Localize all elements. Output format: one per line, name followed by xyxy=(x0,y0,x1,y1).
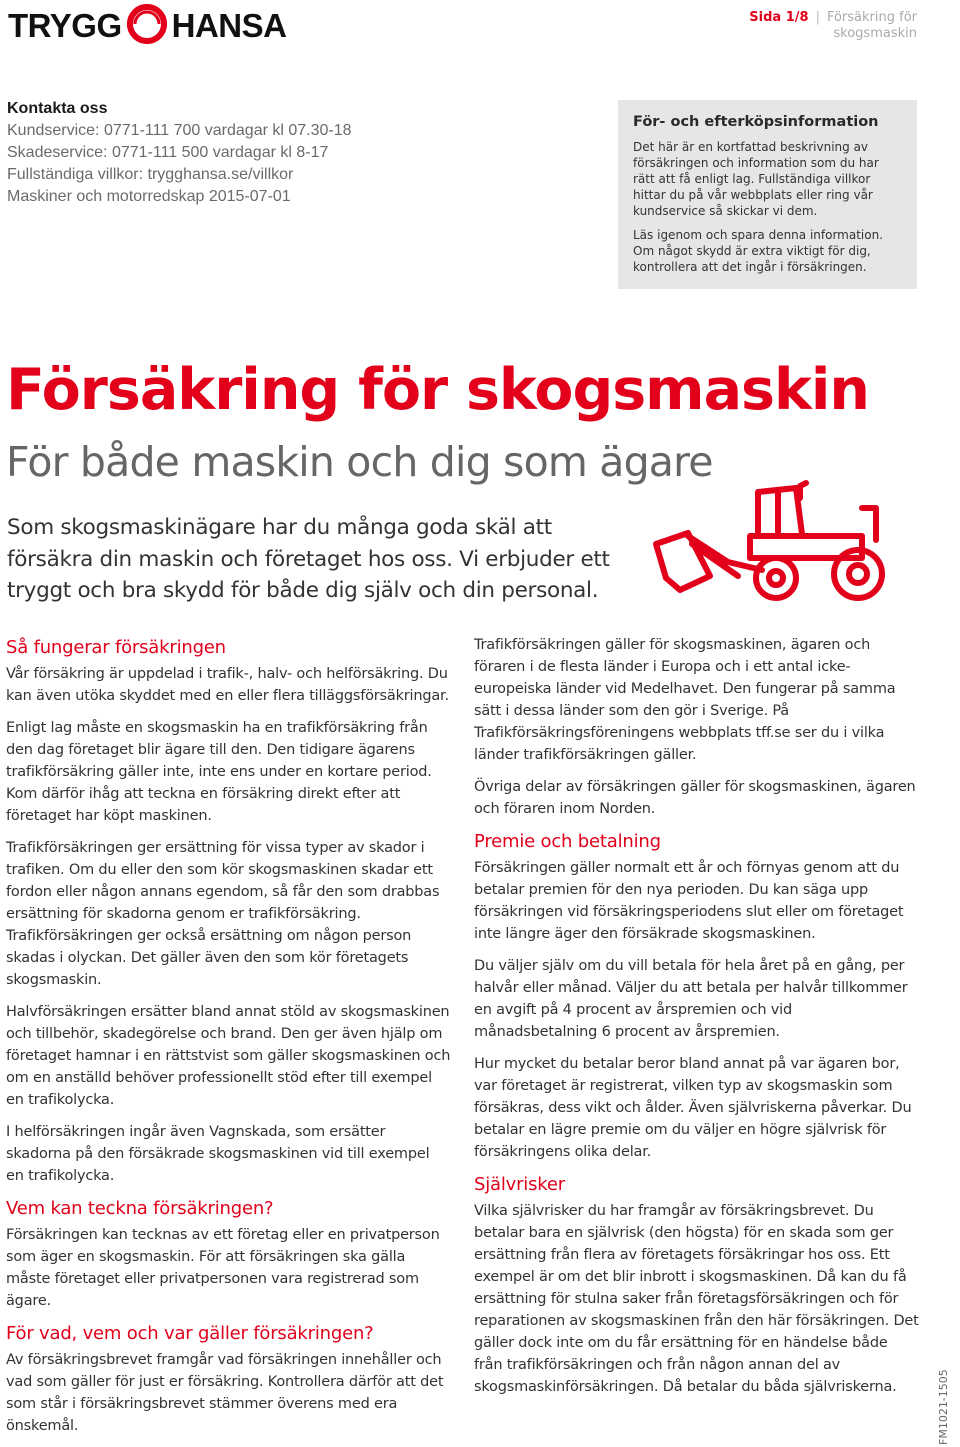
intro-text: Som skogsmaskinägare har du många goda skäl att försäkra din maskin och företaget hos oss. Vi erbjuder ett tryggt och bra skydd för både dig själv och din personal. xyxy=(7,515,610,603)
paragraph: Du väljer själv om du vill betala för hela året på en gång, per halvår eller månad. Väljer du att betala per halvår tillkommer en avgift på 4 procent av årspremien och vid månadsbetalning 6 procent av årspremien. xyxy=(474,958,908,1040)
logo xyxy=(8,4,286,48)
contact-line-customer-service: Kundservice: 0771-111 700 vardagar kl 07.30-18 xyxy=(7,122,352,139)
section-heading-deductibles: Självrisker xyxy=(474,1174,565,1195)
separator: | xyxy=(815,10,820,25)
paragraph: Vilka självrisker du har framgår av försäkringsbrevet. Du betalar bara en självrisk (den högsta) för en skada som ger ersättning från flera av företagets försäkringar hos oss. Ett exempel är om det blir inbrott i skogsmaskinen. Då kan du få ersättning för stulna saker från företagsförsäkringen och för reparationen av skogsmaskinen från den här försäkringen. Det gäller dock inte om du får ersättning för en händelse både från trafikförsäkringen och från någon annan del av skogsmaskinförsäkringen. Då betalar du båda självriskerna. xyxy=(474,1203,919,1395)
contact-heading: Kontakta oss xyxy=(7,100,108,117)
paragraph: Vår försäkring är uppdelad i trafik-, halv- och helförsäkring. Du kan även utöka skyddet med en eller flera tilläggsförsäkringar. xyxy=(6,666,449,704)
paragraph: Trafikförsäkringen ger ersättning för vissa typer av skador i trafiken. Om du eller den som kör skogsmaskinen skadar ett fordon eller någon annans egendom, så får den som drabbas ersättning för skadorna genom er trafikförsäkring. Trafikförsäkringen ger också ersättning om någon person skadas i olyckan. Det gäller även den som kör företagets skogsmaskin. xyxy=(6,840,440,988)
contact-line-terms-link[interactable]: Fullständiga villkor: trygghansa.se/villkor xyxy=(7,166,294,183)
section-heading-premium: Premie och betalning xyxy=(474,831,661,852)
page-title: Försäkring för skogsmaskin xyxy=(6,357,869,423)
contact-block xyxy=(7,98,407,208)
page-number: Sida 1/8 xyxy=(749,10,809,25)
paragraph: Försäkringen gäller normalt ett år och förnyas genom att du betalar premien för den nya perioden. Du kan säga upp försäkringen vid försäkringsperiodens slut eller om företaget inte längre äger den försäkrade skogsmaskinen. xyxy=(474,860,904,942)
contact-line-claims-service: Skadeservice: 0771-111 500 vardagar kl 8-17 xyxy=(7,144,329,161)
logo-text-right: HANSA xyxy=(171,7,287,44)
paragraph: Enligt lag måste en skogsmaskin ha en trafikförsäkring från den dag företaget blir ägare till den. Den tidigare ägarens trafikförsäkring gäller inte, inte ens under en kortare period. Kom därför ihåg att teckna en försäkring direkt efter att företaget har köpt maskinen. xyxy=(6,720,432,824)
form-number: FM1021-1505 xyxy=(937,1369,950,1445)
info-box-text-2: Läs igenom och spara denna information. Om något skydd är extra viktigt för dig, kontrollera att det ingår i försäkringen. xyxy=(633,228,884,274)
contact-line-version: Maskiner och motorredskap 2015-07-01 xyxy=(7,188,291,205)
logo-text-left: TRYGG xyxy=(8,7,122,44)
paragraph: Övriga delar av försäkringen gäller för skogsmaskinen, ägaren och föraren inom Norden. xyxy=(474,779,916,817)
lifebuoy-icon xyxy=(127,4,167,48)
page-subtitle: För både maskin och dig som ägare xyxy=(6,438,713,486)
paragraph: Försäkringen kan tecknas av ett företag eller en privatperson som äger en skogsmaskin. För att försäkringen ska gälla måste företaget eller privatpersonen vara registrerad som ägare. xyxy=(6,1227,440,1309)
section-heading-who-can-buy: Vem kan teckna försäkringen? xyxy=(6,1198,274,1219)
paragraph: Av försäkringsbrevet framgår vad försäkringen innehåller och vad som gäller för just er försäkring. Kontrollera därför att det som står i försäkringsbrevet stämmer överens med era önskemål. xyxy=(6,1352,444,1434)
paragraph: Halvförsäkringen ersätter bland annat stöld av skogsmaskinen och tillbehör, skadegörelse och brand. Den ger även hjälp om företaget hamnar i en rättstvist som gäller skogsmaskinen och om en anställd behöver professionellt stöd efter till exempel en trafikolycka. xyxy=(6,1004,451,1108)
info-box-text-1: Det här är en kortfattad beskrivning av försäkringen och information som du har rätt att få enligt lag. Fullständiga villkor hittar du på vår webbplats eller ring vår kundservice så skickar vi dem. xyxy=(633,140,879,218)
header-doc-title: Försäkring för skogsmaskin xyxy=(826,10,917,41)
paragraph: Trafikförsäkringen gäller för skogsmaskinen, ägaren och föraren i de flesta länder i Europa och i ett antal icke-europeiska länder vid Medelhavet. Den fungerar på samma sätt i dessa länder som den gör i Sverige. På Trafikförsäkringsföreningens webbplats tff.se ser du i vilka länder trafikförsäkringen gäller. xyxy=(474,637,896,763)
wheel-loader-icon xyxy=(650,478,910,610)
column-left xyxy=(6,636,451,1447)
section-heading-how-it-works: Så fungerar försäkringen xyxy=(6,637,226,658)
section-heading-what-who-where: För vad, vem och var gäller försäkringen? xyxy=(6,1323,374,1344)
page-info xyxy=(727,10,917,42)
info-box-heading: För- och efterköpsinformation xyxy=(633,114,879,130)
info-box xyxy=(618,100,917,289)
paragraph: I helförsäkringen ingår även Vagnskada, som ersätter skadorna på den försäkrade skogsmaskinen vid till exempel en trafikolycka. xyxy=(6,1124,430,1184)
column-right xyxy=(474,634,919,1408)
paragraph: Hur mycket du betalar beror bland annat på var ägaren bor, var företaget är registrerat, vilken typ av skogsmaskin som försäkras, dess vikt och ålder. Även självriskerna påverkar. Du betalar en lägre premie om du väljer en högre självrisk för försäkringens olika delar. xyxy=(474,1056,912,1160)
